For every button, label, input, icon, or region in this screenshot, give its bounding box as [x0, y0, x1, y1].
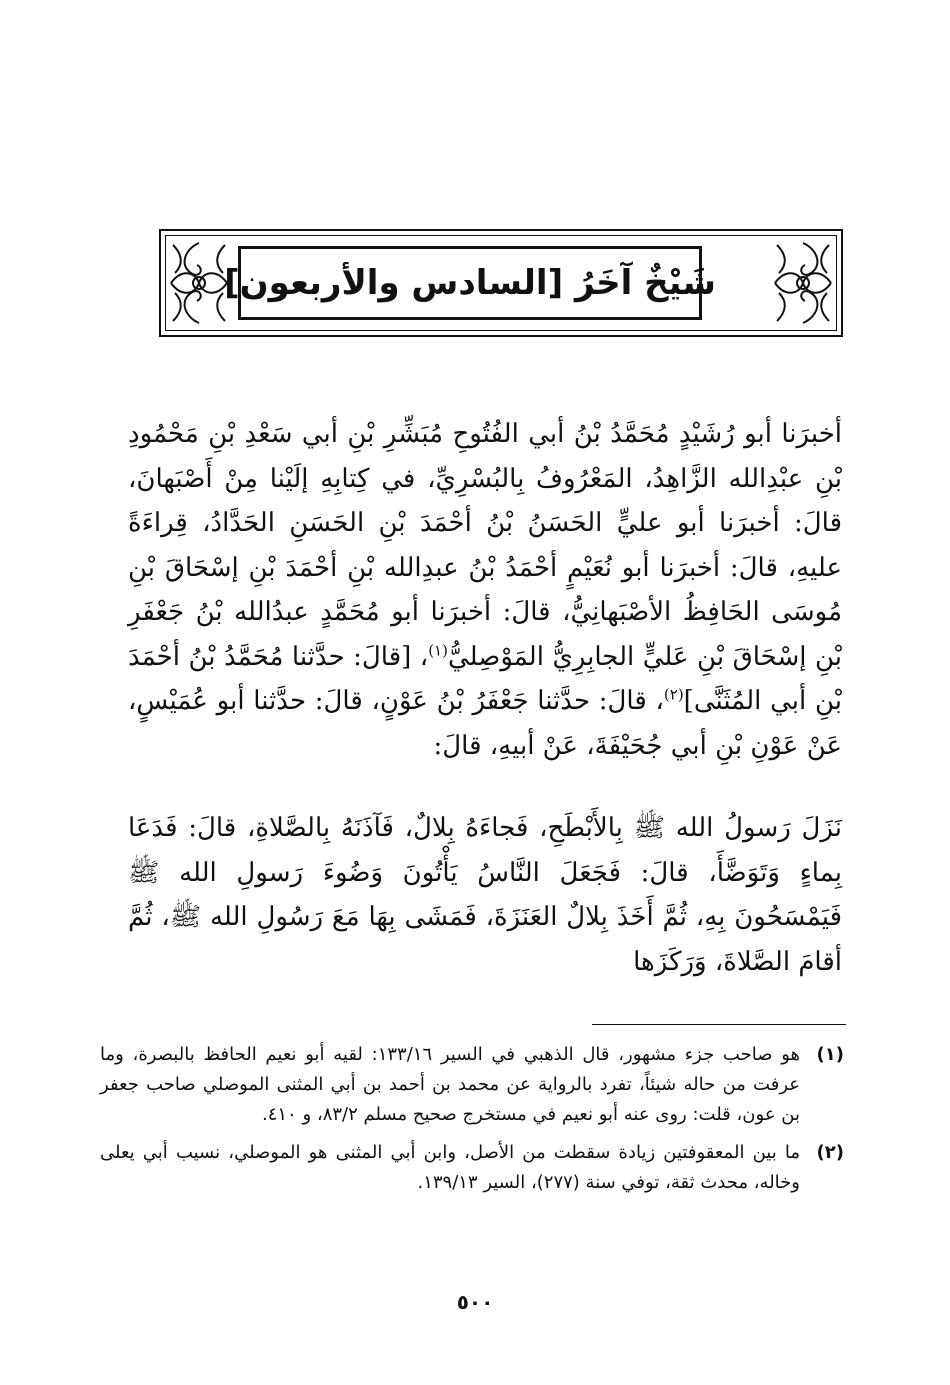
floral-ornament-icon: [769, 235, 837, 331]
footnote-number: (١): [816, 1044, 844, 1065]
footnote-item: [100, 1040, 844, 1130]
chapter-title: شَيْخٌ آخَرُ [السادس والأربعون]: [224, 263, 716, 303]
footnote-ref-1[interactable]: (١): [428, 640, 448, 659]
chapter-title-box: [224, 246, 716, 320]
hadith-paragraph: نَزَلَ رَسولُ الله ﷺ بِالأَبْطَحِ، فَجاءَهُ بِلالٌ، فَآذَنَهُ بِالصَّلاةِ، قالَ: فَدَعَا بِماءٍ وَتَوَضَّأَ، قالَ: فَجَعَلَ النَّاسُ يَأْتُونَ وَضُوءَ رَسولِ الله ﷺ فَيَمْسَحُونَ بِهِ، ثُمَّ أَخَذَ بِلالٌ العَنَزَةَ، فَمَشَى بِهَا مَعَ رَسُولِ الله ﷺ، ثُمَّ أقامَ الصَّلاةَ، وَرَكَزَها: [128, 813, 842, 977]
isnad-text-end: ، قالَ: حدَّثنا جَعْفَرُ بْنُ عَوْنٍ، قالَ: حدَّثنا أبو عُمَيْسٍ، عَنْ عَوْنِ بْنِ أبي جُحَيْفَةَ، عَنْ أبيهِ، قالَ:: [128, 686, 842, 761]
isnad-text: أخبرَنا أبو رُشَيْدٍ مُحَمَّدُ بْنُ أبي الفُتُوحِ مُبَشِّرِ بْنِ أبي سَعْدِ بْنِ مَحْمُودِ بْنِ عبْدِالله الزَّاهِدُ، المَعْرُوفُ بِالبُسْرِيِّ، في كِتابِهِ إلَيْنا مِنْ أَصْبَهانَ، قالَ: أخبرَنا أبو عليٍّ الحَسَنُ بْنُ أحْمَدَ بْنِ الحَسَنِ الحَدَّادُ، قِراءَةً عليهِ، قالَ: أخبرَنا أبو نُعَيْمٍ أحْمَدُ بْنُ عبدِالله بْنِ أحْمَدَ بْنِ إسْحَاقَ بْنِ مُوسَى الحَافِظُ الأصْبَهانِيُّ، قالَ: أخبرَنا أبو مُحَمَّدٍ عبدُالله بْنُ جَعْفَرِ بْنِ إسْحَاقَ بْنِ عَليٍّ الجابِرِيُّ المَوْصِليُّ: [128, 419, 842, 672]
main-text: [128, 412, 842, 984]
footnote-number: (٢): [816, 1142, 844, 1163]
isnad-paragraph: [128, 412, 842, 768]
footnote-item: [100, 1138, 844, 1198]
page-number: ٥٠٠: [456, 1290, 494, 1314]
floral-ornament-icon: [165, 235, 233, 331]
isnad-text-bracketed: ، [قالَ: حدَّثنا مُحَمَّدُ بْنُ أحْمَدَ بْنِ أبي المُثَنَّى]: [128, 641, 842, 716]
footnote-text: هو صاحب جزء مشهور، قال الذهبي في السير ١٣٣/١٦: لقيه أبو نعيم الحافظ بالبصرة، وما عرفت من حاله شيئاً، تفرد بالرواية عن محمد بن أحمد بن أبي المثنى الموصلي صاحب جعفر بن عون، قلت: روى عنه أبو نعيم في مستخرج صحيح مسلم ٨٣/٢، و ٤١٠.: [100, 1044, 800, 1125]
footnote-text: ما بين المعقوفتين زيادة سقطت من الأصل، وابن أبي المثنى هو الموصلي، نسيب أبي يعلى وخاله، محدث ثقة، توفي سنة (٢٧٧)، السير ١٣٩/١٣.: [100, 1142, 800, 1193]
footnote-ref-2[interactable]: (٢): [663, 685, 684, 704]
footnotes: [100, 1040, 844, 1206]
footnote-divider: [592, 1024, 846, 1025]
